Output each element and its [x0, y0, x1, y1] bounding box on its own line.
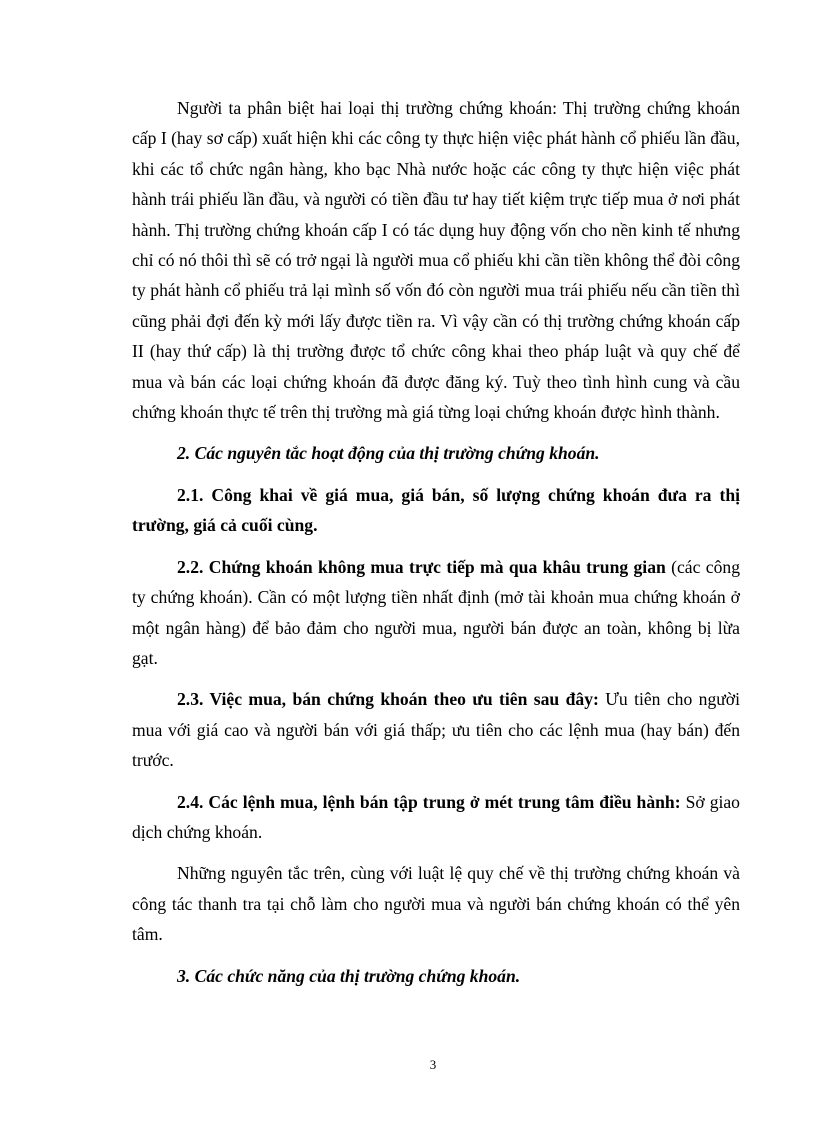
principle-2-4: [132, 787, 740, 848]
principle-2-2: [132, 552, 740, 674]
principle-2-4-title: 2.4. Các lệnh mua, lệnh bán tập trung ở mét trung tâm điều hành:: [177, 791, 681, 812]
principle-2-1: 2.1. Công khai về giá mua, giá bán, số lượng chứng khoán đưa ra thị trường, giá cả cuối cùng.: [132, 484, 740, 536]
heading-section-3: 3. Các chức năng của thị trường chứng khoán.: [177, 965, 521, 986]
paragraph-summary: Những nguyên tắc trên, cùng với luật lệ quy chế về thị trường chứng khoán và công tác thanh tra tại chỗ làm cho người mua và người bán chứng khoán có thể yên tâm.: [132, 863, 740, 945]
principle-2-2-body: (các công ty chứng khoán). Cần có một lượng tiền nhất định (mở tài khoản mua chứng khoán ở một ngân hàng) để bảo đảm cho người mua, người bán được an toàn, không bị lừa gạt.: [132, 556, 740, 668]
principle-2-3-body: Ưu tiên cho người mua với giá cao và người bán với giá thấp; ưu tiên cho các lệnh mua (hay bán) đến trước.: [132, 689, 740, 771]
principle-2-3-title: 2.3. Việc mua, bán chứng khoán theo ưu tiên sau đây:: [177, 689, 599, 710]
document-page: [132, 93, 740, 991]
principle-2-3: [132, 684, 740, 775]
paragraph-market-types: Người ta phân biệt hai loại thị trường chứng khoán: Thị trường chứng khoán cấp I (hay sơ cấp) xuất hiện khi các công ty thực hiện việc phát hành cổ phiếu lần đầu, khi các tổ chức ngân hàng, kho bạc Nhà nước hoặc các công ty thực hiện việc phát hành trái phiếu lần đầu, và người có tiền đầu tư hay tiết kiệm trực tiếp mua ở nơi phát hành. Thị trường chứng khoán cấp I có tác dụng huy động vốn cho nền kinh tế nhưng chỉ có nó thôi thì sẽ có trở ngại là người mua cổ phiếu khi cần tiền không thể đòi công ty phát hành cổ phiếu trả lại mình số vốn đó còn người mua trái phiếu nếu cần tiền thì cũng phải đợi đến kỳ mới lấy được tiền ra. Vì vậy cần có thị trường chứng khoán cấp II (hay thứ cấp) là thị trường được tổ chức công khai theo pháp luật và quy chế để mua và bán các loại chứng khoán đã được đăng ký. Tuỳ theo tình hình cung và cầu chứng khoán thực tế trên thị trường mà giá từng loại chứng khoán được hình thành.: [132, 98, 741, 423]
principle-2-4-body: Sở giao dịch chứng khoán.: [132, 791, 740, 842]
principle-2-2-title: 2.2. Chứng khoán không mua trực tiếp mà qua khâu trung gian: [177, 556, 666, 577]
page-number: 3: [429, 1057, 437, 1072]
heading-section-2: 2. Các nguyên tắc hoạt động của thị trường chứng khoán.: [177, 443, 600, 464]
